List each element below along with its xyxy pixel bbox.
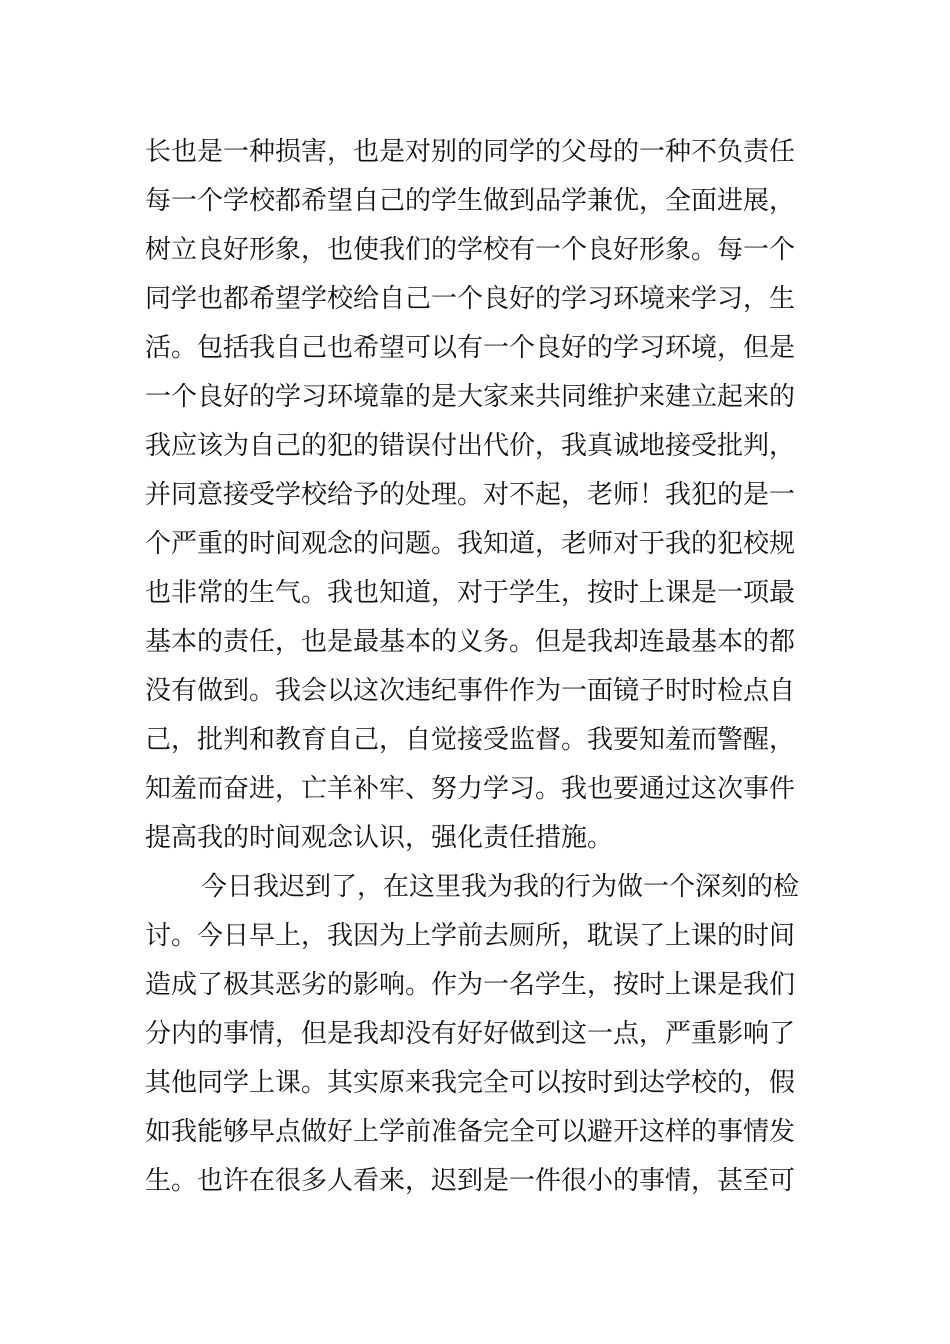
- text-line: 树立良好形象，也使我们的学校有一个良好形象。每一个: [145, 235, 796, 265]
- text-line: 没有做到。我会以这次违纪事件作为一面镜子时时检点自: [145, 676, 796, 706]
- text-line: 同学也都希望学校给自己一个良好的学习环境来学习，生: [145, 284, 796, 314]
- text-line: 其他同学上课。其实原来我完全可以按时到达学校的，假: [145, 1068, 796, 1098]
- text-line: 己，批判和教育自己，自觉接受监督。我要知羞而警醒，: [145, 725, 796, 755]
- text-line: 分内的事情，但是我却没有好好做到这一点，严重影响了: [145, 1019, 796, 1049]
- text-line: 知羞而奋进，亡羊补牢、努力学习。我也要通过这次事件: [145, 774, 796, 804]
- text-line: 一个良好的学习环境靠的是大家来共同维护来建立起来的: [145, 382, 796, 412]
- body-text: [145, 128, 815, 1206]
- text-line: 活。包括我自己也希望可以有一个良好的学习环境，但是: [145, 333, 796, 363]
- text-line: 个严重的时间观念的问题。我知道，老师对于我的犯校规: [145, 529, 796, 559]
- text-line: 造成了极其恶劣的影响。作为一名学生，按时上课是我们: [145, 970, 796, 1000]
- text-line: 讨。今日早上，我因为上学前去厕所，耽误了上课的时间: [145, 921, 796, 951]
- text-line: 也非常的生气。我也知道，对于学生，按时上课是一项最: [145, 578, 796, 608]
- text-line: 我应该为自己的犯的错误付出代价，我真诚地接受批判，: [145, 431, 796, 461]
- text-line: 基本的责任，也是最基本的义务。但是我却连最基本的都: [145, 627, 796, 657]
- paragraph-start-line: 今日我迟到了，在这里我为我的行为做一个深刻的检: [201, 872, 800, 902]
- text-line: 长也是一种损害，也是对别的同学的父母的一种不负责任: [145, 137, 796, 167]
- text-line: 提高我的时间观念认识，强化责任措施。: [145, 823, 614, 853]
- text-line: 如我能够早点做好上学前准备完全可以避开这样的事情发: [145, 1117, 796, 1147]
- text-line: 并同意接受学校给予的处理。对不起，老师！我犯的是一: [145, 480, 796, 510]
- text-line: 每一个学校都希望自己的学生做到品学兼优，全面进展，: [145, 186, 796, 216]
- text-line: 生。也许在很多人看来，迟到是一件很小的事情，甚至可: [145, 1166, 796, 1196]
